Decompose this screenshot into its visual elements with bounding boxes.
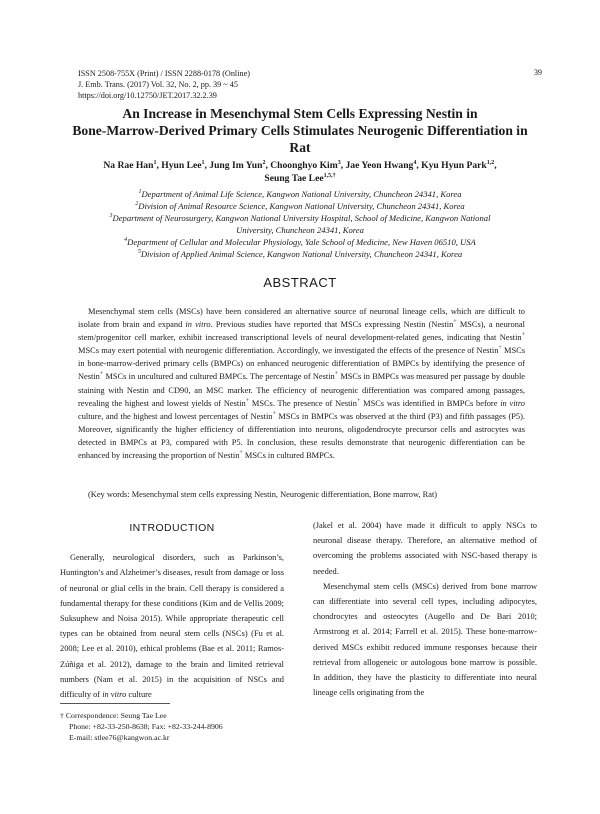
abstract-italic: in vitro: [500, 398, 525, 408]
author-affil-mark: 1,2: [486, 159, 495, 166]
author-name: Seung Tae Lee: [264, 172, 324, 184]
affiliation-1: [70, 188, 530, 200]
affiliation-3-cont: University, Chuncheon 24341, Korea: [236, 225, 364, 235]
plus-mark: +: [521, 332, 525, 339]
affil-text: Division of Animal Resource Science, Kangwon National University, Chuncheon 24341, Korea: [138, 201, 465, 211]
author-name: Jung Im Yun: [209, 160, 263, 171]
intro-paragraph-1-cont: (Jakel et al. 2004) have made it difficult to apply NSCs to neuronal disease therapy. Therefore, an alternative method of overcoming the problems associated with NSC-based therapy is needed.: [313, 521, 537, 576]
title-line-2: Bone-Marrow-Derived Primary Cells Stimulates Neurogenic Differentiation in: [72, 123, 528, 138]
author-affil-mark: 2: [262, 159, 266, 166]
plus-mark: +: [498, 345, 502, 352]
affil-text: Division of Applied Animal Science, Kangwon National University, Chuncheon 24341, Korea: [140, 249, 463, 259]
correspondence-line: [60, 710, 223, 721]
plus-mark: +: [245, 397, 250, 404]
affil-mark: 5: [137, 249, 141, 256]
journal-citation: J. Emb. Trans. (2017) Vol. 32, No. 2, pp. 39 ~ 45: [78, 80, 238, 89]
author-name: Hyun Lee: [161, 160, 202, 171]
dagger-mark: †: [60, 711, 64, 720]
author-affil-mark: 1,5,†: [323, 172, 336, 179]
affil-text: Department of Neurosurgery, Kangwon National University Hospital, School of Medicine, Kangwon National: [112, 213, 491, 223]
author-affil-mark: 3: [337, 159, 341, 166]
plus-mark: +: [334, 371, 339, 378]
introduction-heading: INTRODUCTION: [129, 522, 215, 534]
abstract-text: MSCs was identified in BMPCs before: [360, 398, 501, 408]
author-name: Jae Yeon Hwang: [345, 160, 414, 171]
abstract-text: MSCs in uncultured and cultured BMPCs. The percentage of Nestin: [103, 372, 335, 382]
affil-mark: 3: [109, 213, 113, 220]
intro-text: culture: [126, 690, 152, 700]
affiliation-4: [70, 236, 530, 248]
author-affil-mark: 1: [201, 159, 205, 166]
abstract-body: [78, 305, 525, 462]
intro-paragraph-2: Mesenchymal stem cells (MSCs) derived from bone marrow can differentiate into several cell types, including adipocytes, chondrocytes and osteocytes (Augello and De Bari 2010; Armstrong et al. 2014; Farrell et al. 2015). These bone-marrow-derived MSCs exhibit reduced immune responses because their retrieval from allogeneic or autologous bone marrow is possible. In addition, they have the plasticity to differentiate into neural lineage cells originating from the: [313, 581, 537, 698]
affil-mark: 4: [124, 237, 128, 244]
affiliation-list: [70, 188, 530, 260]
affiliation-3: [70, 212, 530, 224]
issn-line: ISSN 2508-755X (Print) / ISSN 2288-0178 (Online): [78, 69, 250, 78]
author-affil-mark: 1: [153, 159, 157, 166]
affil-mark: 2: [135, 201, 139, 208]
correspondence-footnote: [60, 710, 223, 743]
intro-text: Generally, neurological disorders, such as Parkinson’s, Huntington’s and Alzheimer’s diseases, result from damage or loss of neuronal or glial cells in the brain. Cell therapy is considered a fundamental therapy for these conditions (Kim and de Vellis 2009; Suksuphew and Noisa 2015). While appropriate therapeutic cell types can be obtained from neural stem cells (NSCs) (Fu et al. 2008; Lee et al. 2010), ethical problems (Bae et al. 2011; Ramos-Zúñiga et al. 2012), damage to the brain and limited retrieval numbers (Nam et al. 2015) in the acquisition of NSCs and difficulty of: [60, 553, 284, 700]
abstract-text: MSCs in cultured BMPCs.: [242, 451, 335, 461]
left-column: [60, 518, 284, 702]
abstract-text: MSCs in BMPCs was measured per passage by double staining with Nestin and CD90, an MSC marker. The efficiency of neurogenic differentiation was compared among passages, revealing the highest and lowest yields of Nestin: [78, 372, 525, 408]
right-column: [313, 518, 537, 700]
abstract-text: culture, and the highest and lowest percentages of Nestin: [78, 411, 273, 421]
abstract-text: MSCs in BMPCs was observed at the third (P3) and fifth passages (P5). Moreover, significantly the higher efficiency of differentiation into neurons, oligodendrocyte precursor cells and astrocytes was detected in BMPCs at P3, compared with P5. In conclusion, these results demonstrate that neurogenic differentiation can be enhanced by increasing the proportion of Nestin: [78, 411, 525, 461]
plus-mark: +: [99, 371, 104, 378]
keywords: (Key words: Mesenchymal stem cells expressing Nestin, Neurogenic differentiation, Bone marrow, Rat): [88, 490, 438, 499]
abstract-text: MSCs may exert potential with neurogenic differentiation. Accordingly, we investigated the effects of the presence of Nestin: [78, 346, 499, 356]
plus-mark: +: [272, 410, 276, 417]
author-name: Kyu Hyun Park: [421, 160, 487, 171]
abstract-heading: ABSTRACT: [263, 275, 337, 290]
abstract-text: MSCs. The presence of Nestin: [249, 398, 357, 408]
email-line[interactable]: E-mail: stlee76@kangwon.ac.kr: [69, 733, 170, 742]
intro-paragraph-1: [60, 550, 284, 702]
author-name: Choonghyo Kim: [270, 160, 338, 171]
journal-header: [78, 68, 250, 101]
abstract-italic: in vitro: [185, 320, 211, 330]
affil-text: Department of Animal Life Science, Kangwon National University, Chuncheon 24341, Korea: [141, 189, 462, 199]
plus-mark: +: [356, 397, 361, 404]
affil-text: Department of Cellular and Molecular Physiology, Yale School of Medicine, New Haven 06510, USA: [127, 237, 476, 247]
doi-link[interactable]: https://doi.org/10.12750/JET.2017.32.2.39: [78, 91, 217, 100]
footnote-divider: [60, 703, 170, 704]
affiliation-2: [70, 200, 530, 212]
author-list: Na Rae Han$^1$, Hyun Lee$^1$, Jung Im Yun$^2$, Choonghyo Kim$^3$, Jae Yeon Hwang$^4$, Kyu Hyun Park$^{1,2}$, Seung Tae Lee$^{1,5,\dagger}$: [103, 159, 497, 184]
plus-mark: +: [239, 450, 243, 457]
intro-italic: in vitro: [102, 690, 127, 700]
abstract-text: . Previous studies have reported that MSCs expressing Nestin (Nestin: [210, 320, 454, 330]
author-name: Na Rae Han: [103, 160, 154, 171]
page-number: 39: [533, 68, 542, 77]
abstract-text: Mesenchymal stem cells (MSCs) have been considered an alternative source of neuronal lineage cells, which are difficult to isolate from brain and expand: [78, 307, 525, 330]
phone-fax-line: Phone: +82-33-250-8638; Fax: +82-33-244-8906: [69, 722, 223, 731]
title-line-3: Rat: [289, 140, 311, 155]
correspondence-name: Correspondence: Seung Tae Lee: [63, 711, 167, 720]
affiliation-5: [70, 248, 530, 260]
title-line-1: An Increase in Mesenchymal Stem Cells Expressing Nestin in: [122, 106, 478, 121]
author-affil-mark: 4: [413, 159, 417, 166]
abstract-text: MSCs), a neuronal stem/progenitor cell marker, exhibit increased transcriptional levels of neural development-related genes, indicating that Nestin: [78, 320, 525, 343]
affil-mark: 1: [138, 189, 142, 196]
abstract-text: MSCs in bone-marrow-derived primary cells (BMPCs) on enhanced neurogenic differentiation of BMPCs by identifying the presence of Nestin: [78, 346, 525, 382]
plus-mark: +: [453, 319, 457, 326]
article-title: [70, 105, 530, 156]
